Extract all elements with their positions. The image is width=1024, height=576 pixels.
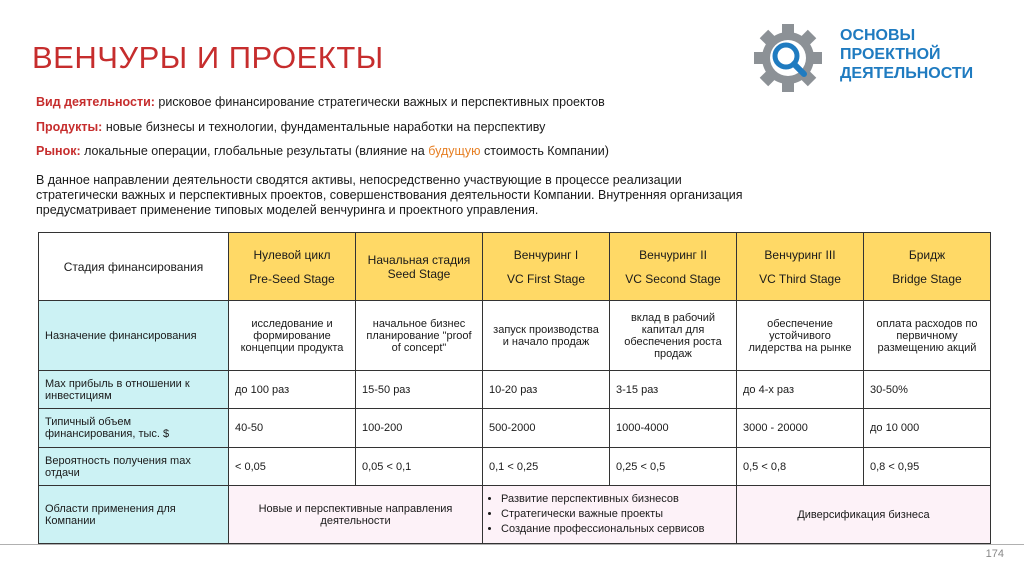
stage-header xyxy=(864,233,991,301)
stage-name: Венчуринг III xyxy=(764,247,836,262)
stage-en: VC First Stage xyxy=(506,271,586,286)
table-cell: 0,05 < 0,1 xyxy=(356,448,483,486)
list-item: • Стратегически важные проекты xyxy=(501,507,730,522)
gear-magnifier-icon xyxy=(752,22,828,92)
table-cell: 0,5 < 0,8 xyxy=(737,448,864,486)
table-cell: 1000-4000 xyxy=(610,409,737,448)
products-text: новые бизнесы и технологии, фундаментальные наработки на перспективу xyxy=(102,120,546,134)
table-row xyxy=(39,486,991,544)
table-cell: до 100 раз xyxy=(229,371,356,409)
page-number: 174 xyxy=(985,548,1004,560)
areas-group-diversification: Диверсификация бизнеса xyxy=(737,486,991,544)
info-products xyxy=(36,120,545,134)
row-label: Вероятность получения max отдачи xyxy=(39,448,229,486)
stage-header xyxy=(737,233,864,301)
market-label: Рынок: xyxy=(36,144,81,158)
table-cell: исследование и формирование концепции продукта xyxy=(229,301,356,371)
stage-header xyxy=(483,233,610,301)
row-label: Max прибыль в отношении к инвестициям xyxy=(39,371,229,409)
table-cell: 0,25 < 0,5 xyxy=(610,448,737,486)
logo-line-2: ПРОЕКТНОЙ xyxy=(840,46,941,63)
logo xyxy=(752,22,992,92)
table-cell: 100-200 xyxy=(356,409,483,448)
table-cell: < 0,05 xyxy=(229,448,356,486)
row-label: Области применения для Компании xyxy=(39,486,229,544)
stage-name: Нулевой цикл xyxy=(253,247,331,262)
table-cell: 15-50 раз xyxy=(356,371,483,409)
list-item: • Развитие перспективных бизнесов xyxy=(501,492,730,507)
table-row xyxy=(39,448,991,486)
logo-line-3: ДЕЯТЕЛЬНОСТИ xyxy=(840,65,974,82)
table-cell: до 10 000 xyxy=(864,409,991,448)
stages-table xyxy=(38,232,991,544)
products-label: Продукты: xyxy=(36,120,103,134)
table-row xyxy=(39,301,991,371)
table-row xyxy=(39,409,991,448)
stage-en: VC Third Stage xyxy=(759,271,841,286)
table-cell: до 4-х раз xyxy=(737,371,864,409)
stage-en: Bridge Stage xyxy=(892,271,962,286)
table-cell: вклад в рабочий капитал для обеспечения роста продаж xyxy=(610,301,737,371)
stage-name: Венчуринг II xyxy=(639,247,707,262)
logo-text xyxy=(840,26,973,83)
table-cell: 3000 - 20000 xyxy=(737,409,864,448)
table-header-row xyxy=(39,233,991,301)
areas-group-new: Новые и перспективные направления деятельности xyxy=(229,486,483,544)
areas-group-development xyxy=(483,486,737,544)
market-text-b: стоимость Компании) xyxy=(480,144,609,158)
table-cell: 40-50 xyxy=(229,409,356,448)
stage-en: VC Second Stage xyxy=(625,271,721,286)
table-cell: оплата расходов по первичному размещению акций xyxy=(864,301,991,371)
areas-bullet-list xyxy=(489,492,730,537)
stage-name: Венчуринг I xyxy=(513,247,579,262)
table-cell: начальное бизнес планирование "proof of concept" xyxy=(356,301,483,371)
list-item: • Создание профессиональных сервисов xyxy=(501,522,730,537)
market-highlight: будущую xyxy=(428,144,481,158)
activity-text: рисковое финансирование стратегически важных и перспективных проектов xyxy=(154,95,605,109)
table-row xyxy=(39,371,991,409)
table-cell: 30-50% xyxy=(864,371,991,409)
page-title: ВЕНЧУРЫ И ПРОЕКТЫ xyxy=(32,40,384,75)
stage-header xyxy=(356,233,483,301)
market-text-a: локальные операции, глобальные результаты (влияние на xyxy=(80,144,429,158)
description-paragraph: В данное направлении деятельности сводятся активы, непосредственно участвующие в процессе реализации стратегически важных и перспективных проектов, совершенствования деятельности Компании. Внутренняя организация предусматривает применение типовых моделей венчуринга и проектного управления. xyxy=(36,173,743,217)
stage-name: Начальная стадия xyxy=(367,252,471,267)
table-cell: 3-15 раз xyxy=(610,371,737,409)
table-cell: 500-2000 xyxy=(483,409,610,448)
stage-en: Pre-Seed Stage xyxy=(249,271,335,286)
info-market xyxy=(36,144,609,158)
row-label: Назначение финансирования xyxy=(39,301,229,371)
activity-label: Вид деятельности: xyxy=(36,95,155,109)
stage-header xyxy=(610,233,737,301)
footer-divider xyxy=(0,544,1024,545)
row-label: Типичный объем финансирования, тыс. $ xyxy=(39,409,229,448)
table-cell: запуск производства и начало продаж xyxy=(483,301,610,371)
stage-header xyxy=(229,233,356,301)
logo-line-1: ОСНОВЫ xyxy=(840,27,916,44)
stage-name: Бридж xyxy=(908,247,946,262)
corner-cell: Стадия финансирования xyxy=(39,233,229,301)
table-cell: 0,1 < 0,25 xyxy=(483,448,610,486)
table-cell: обеспечение устойчивого лидерства на рынке xyxy=(737,301,864,371)
table-cell: 10-20 раз xyxy=(483,371,610,409)
stage-en: Seed Stage xyxy=(387,266,451,281)
info-activity xyxy=(36,95,605,109)
table-cell: 0,8 < 0,95 xyxy=(864,448,991,486)
